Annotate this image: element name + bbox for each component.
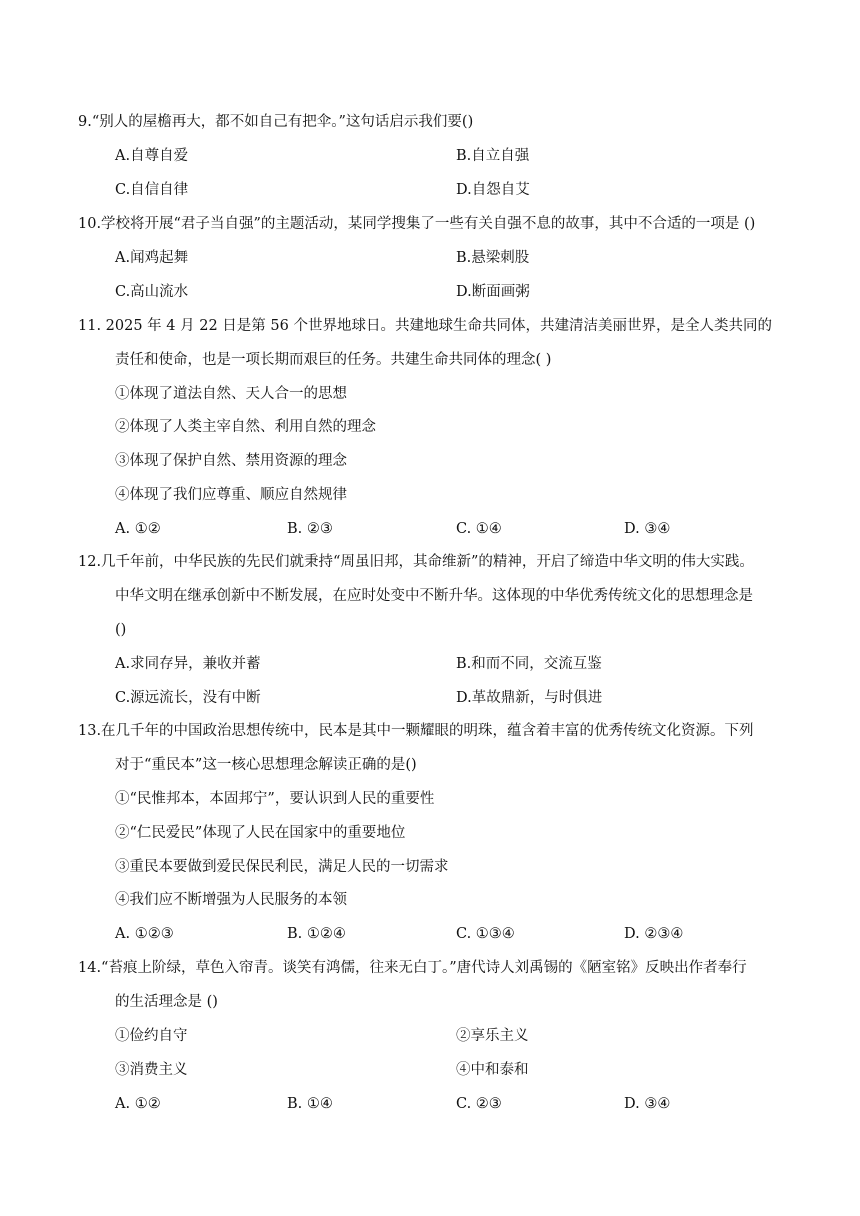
question-11-statement-2: ②体现了人类主宰自然、利用自然的理念 bbox=[115, 419, 376, 435]
question-12-stem-line-3: () bbox=[115, 622, 127, 638]
question-11-statement-1: ①体现了道法自然、天人合一的思想 bbox=[115, 386, 347, 402]
question-11-statement-4: ④体现了我们应尊重、顺应自然规律 bbox=[115, 487, 347, 503]
question-11-option-a: A. ①② bbox=[115, 521, 161, 537]
question-11-stem-line-1: 11. 2025 年 4 月 22 日是第 56 个世界地球日。共建地球生命共同体，共建清洁美丽世界，是全人类共同的 bbox=[78, 318, 772, 334]
question-14-stem-line-1: 14.“苔痕上阶绿，草色入帘青。谈笑有鸿儒，往来无白丁。”唐代诗人刘禹锡的《陋室铭》反映出作者奉行 bbox=[78, 960, 747, 976]
question-14-stem-line-2: 的生活理念是 () bbox=[115, 994, 218, 1010]
question-11-option-b: B. ②③ bbox=[287, 521, 333, 537]
question-10-option-a: A.闻鸡起舞 bbox=[115, 250, 189, 266]
question-14-option-b: B. ①④ bbox=[287, 1096, 333, 1112]
question-14-statement-1: ①俭约自守 bbox=[115, 1028, 188, 1044]
question-13-statement-1: ①“民惟邦本，本固邦宁”，要认识到人民的重要性 bbox=[115, 791, 435, 807]
question-11-option-c: C. ①④ bbox=[456, 521, 502, 537]
question-11-stem-line-2: 责任和使命，也是一项长期而艰巨的任务。共建生命共同体的理念( ) bbox=[115, 352, 552, 368]
question-12-stem-line-2: 中华文明在继承创新中不断发展，在应时处变中不断升华。这体现的中华优秀传统文化的思想理念是 bbox=[115, 588, 753, 604]
question-12-option-d: D.革故鼎新，与时俱进 bbox=[456, 690, 603, 706]
question-10-option-b: B.悬梁刺股 bbox=[456, 250, 530, 266]
question-13-stem-line-2: 对于“重民本”这一核心思想理念解读正确的是() bbox=[115, 757, 417, 773]
question-14-option-d: D. ③④ bbox=[624, 1096, 671, 1112]
question-13-option-c: C. ①③④ bbox=[456, 926, 515, 942]
question-14-statement-2: ②享乐主义 bbox=[456, 1028, 529, 1044]
question-12-stem-line-1: 12.几千年前，中华民族的先民们就秉持“周虽旧邦，其命维新”的精神，开启了缔造中华文明的伟大实践。 bbox=[78, 554, 754, 570]
question-10-option-c: C.高山流水 bbox=[115, 284, 189, 300]
question-9-option-b: B.自立自强 bbox=[456, 148, 530, 164]
question-9-option-a: A.自尊自爱 bbox=[115, 148, 189, 164]
question-13-stem-line-1: 13.在几千年的中国政治思想传统中，民本是其中一颗耀眼的明珠，蕴含着丰富的优秀传统文化资源。下列 bbox=[78, 723, 754, 739]
question-14-statement-4: ④中和泰和 bbox=[456, 1062, 529, 1078]
question-13-option-b: B. ①②④ bbox=[287, 926, 346, 942]
question-10-stem: 10.学校将开展“君子当自强”的主题活动，某同学搜集了一些有关自强不息的故事，其中不合适的一项是 () bbox=[78, 216, 756, 232]
question-10-option-d: D.断面画粥 bbox=[456, 284, 530, 300]
question-13-statement-4: ④我们应不断增强为人民服务的本领 bbox=[115, 892, 347, 908]
question-14-option-c: C. ②③ bbox=[456, 1096, 502, 1112]
question-11-option-d: D. ③④ bbox=[624, 521, 671, 537]
question-14-option-a: A. ①② bbox=[115, 1096, 161, 1112]
question-13-option-a: A. ①②③ bbox=[115, 926, 174, 942]
question-12-option-b: B.和而不同，交流互鉴 bbox=[456, 656, 602, 672]
question-9-option-d: D.自怨自艾 bbox=[456, 182, 530, 198]
question-14-statement-3: ③消费主义 bbox=[115, 1062, 188, 1078]
question-9-stem: 9.“别人的屋檐再大，都不如自己有把伞。”这句话启示我们要() bbox=[78, 114, 474, 130]
question-11-statement-3: ③体现了保护自然、禁用资源的理念 bbox=[115, 453, 347, 469]
question-9-option-c: C.自信自律 bbox=[115, 182, 189, 198]
question-12-option-a: A.求同存异，兼收并蓄 bbox=[115, 656, 261, 672]
question-12-option-c: C.源远流长，没有中断 bbox=[115, 690, 261, 706]
question-13-statement-2: ②“仁民爱民”体现了人民在国家中的重要地位 bbox=[115, 825, 406, 841]
question-13-option-d: D. ②③④ bbox=[624, 926, 684, 942]
question-13-statement-3: ③重民本要做到爱民保民利民，满足人民的一切需求 bbox=[115, 859, 449, 875]
